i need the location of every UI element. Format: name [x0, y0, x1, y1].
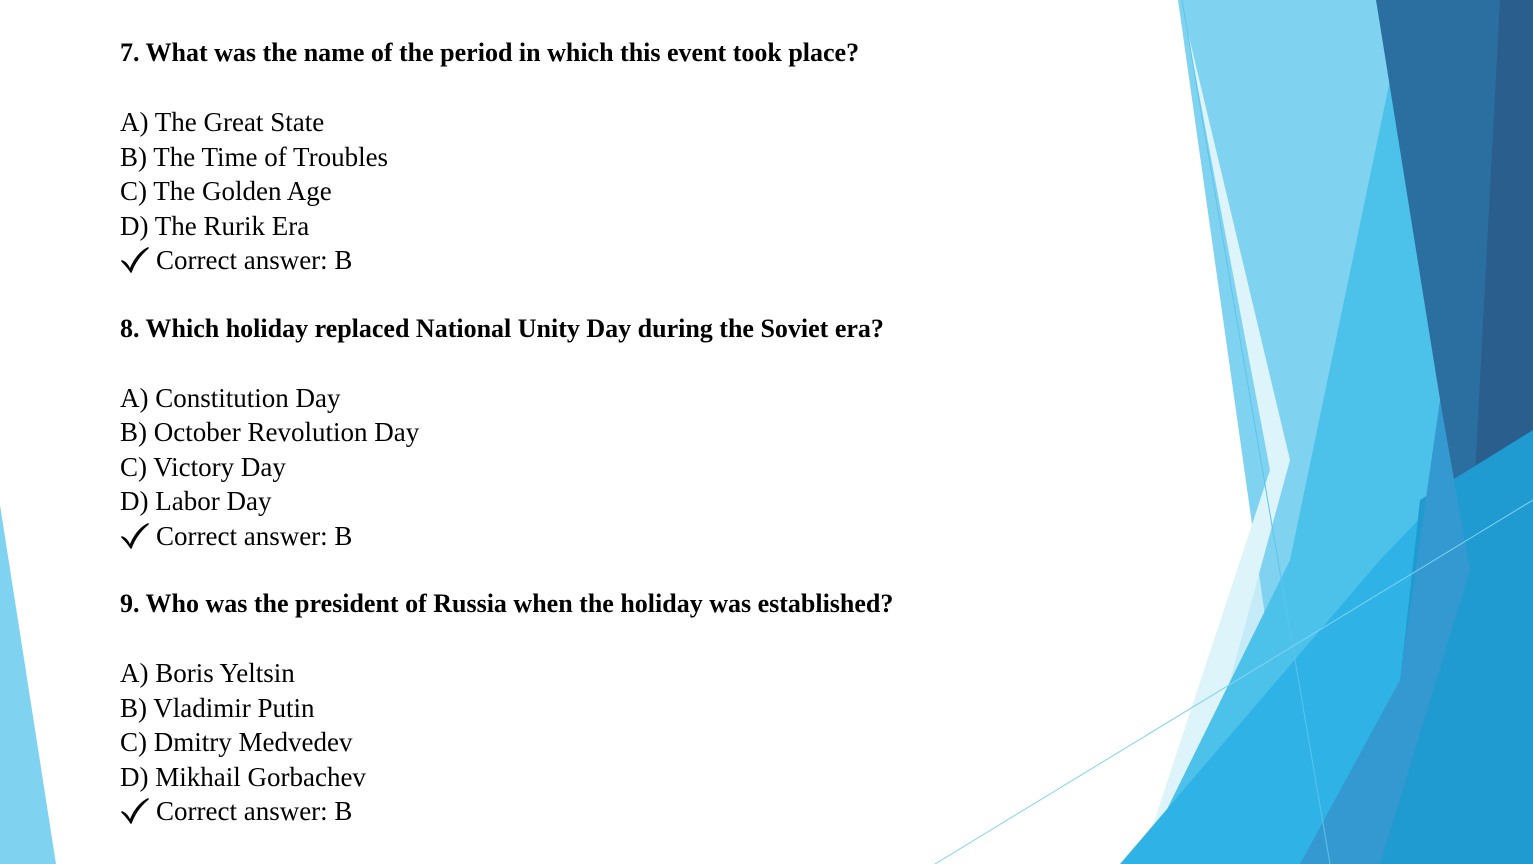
checkmark-icon	[120, 522, 150, 550]
checkmark-icon	[120, 246, 150, 274]
option-d: D) Labor Day	[120, 486, 272, 516]
correct-answer-text: Correct answer: B	[156, 520, 353, 551]
quiz-content	[120, 36, 1140, 829]
correct-answer-text: Correct answer: B	[156, 796, 353, 826]
left-edge-shape	[0, 505, 56, 864]
question-block-9	[120, 587, 1140, 829]
question-block-8	[120, 312, 1140, 554]
question-title: 7. What was the name of the period in which this event took place?	[120, 38, 860, 67]
option-d: D) Mikhail Gorbachev	[120, 761, 366, 792]
correct-answer-text: Correct answer: B	[156, 245, 353, 275]
correct-answer	[120, 243, 1140, 278]
option-a: A) Constitution Day	[120, 382, 341, 413]
correct-answer	[120, 519, 1140, 554]
option-c: C) Dmitry Medvedev	[120, 727, 353, 757]
option-b: B) The Time of Troubles	[120, 141, 389, 172]
option-d: D) The Rurik Era	[120, 210, 310, 241]
question-title: 9. Who was the president of Russia when the holiday was established?	[120, 589, 894, 618]
option-b: B) October Revolution Day	[120, 417, 420, 447]
checkmark-icon	[120, 797, 150, 825]
option-a: A) The Great State	[120, 107, 325, 137]
option-a: A) Boris Yeltsin	[120, 658, 295, 688]
option-c: C) Victory Day	[120, 451, 286, 482]
question-block-7	[120, 36, 1140, 278]
correct-answer	[120, 794, 1140, 829]
question-title: 8. Which holiday replaced National Unity Day during the Soviet era?	[120, 313, 884, 343]
option-b: B) Vladimir Putin	[120, 692, 315, 723]
option-c: C) The Golden Age	[120, 176, 332, 206]
